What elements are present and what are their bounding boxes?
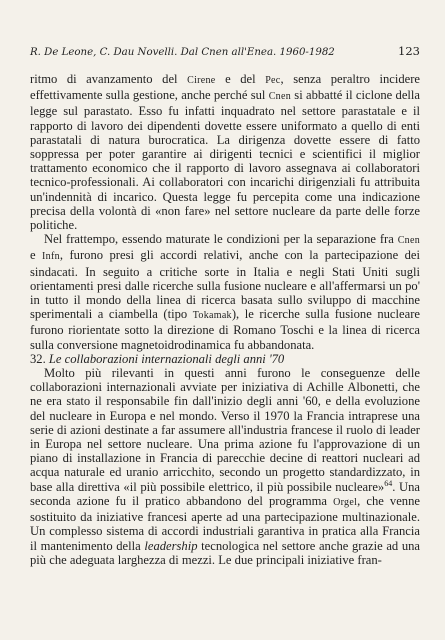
page-number: 123 <box>398 44 420 58</box>
page-header <box>30 44 420 58</box>
body-text <box>30 72 420 567</box>
paragraph: Nel frattempo, essendo maturate le condizioni per la separazione fra Cnen e Infn, furono presi gli accordi relativi, anche con la partecipazione dei sindacati. In seguito a critiche sorte in Italia e negli Stati Uniti sugli orientamenti presi dalle ricerche sulla fusione nucleare e all'affermarsi un po' in tutto il mondo della linea di ricerca basata sullo sviluppo di macchine sperimentali a ciambella (tipo Tokamak), le ricerche sulla fusione nucleare furono riorientate sotto la direzione di Romano Toschi e la linea di ricerca sulla conversione magnetoidrodinamica fu abbandonata. <box>30 232 420 352</box>
small-caps-term: Pec <box>265 75 281 86</box>
emphasized-term: leadership <box>144 538 198 553</box>
running-title: R. De Leone, C. Dau Novelli. Dal Cnen all'Enea. 1960-1982 <box>30 47 335 58</box>
section-number: 32. <box>30 351 46 366</box>
small-caps-term: Orgel <box>333 496 358 508</box>
small-caps-term: Cnen <box>268 91 292 103</box>
small-caps-term: Cirene <box>187 75 216 86</box>
paragraph: ritmo di avanzamento del Cirene e del Pec, senza peraltro incidere effettivamente sulla gestione, anche perché sul Cnen si abbatté il ciclone della legge sul parastato. Esso fu infatti inquadrato nel settore parastatale e il rapporto di lavoro dei dipendenti dovette essere uniformato a quello di enti parastatali di natura burocratica. La dirigenza dovette essere di fatto soppressa per poter garantire ai dirigenti tecnici e scientifici il miglior trattamento economico che il rapporto di lavoro assegnava ai collaboratori tecnico-professionali. Ai collaboratori con incarichi dirigenziali fu attribuita un'indennità di incarico. Questa legge fu percepita come una indicazione precisa della volontà di «non fare» nel settore nucleare da parte delle forze politiche. <box>30 72 421 233</box>
small-caps-term: Cnen <box>397 235 420 247</box>
section-heading <box>30 352 420 366</box>
small-caps-term: Tokamak <box>192 310 232 322</box>
section-title: Le collaborazioni internazionali degli anni '70 <box>48 351 285 366</box>
footnote-reference[interactable]: 64 <box>384 478 393 488</box>
small-caps-term: Infn <box>42 251 60 263</box>
paragraph: Molto più rilevanti in questi anni furono le conseguenze delle collaborazioni internazionali avviate per iniziativa di Achille Albonetti, che ne era stato il responsabile fin dall'inizio degli anni '60, e della evoluzione del nucleare in Europa e nel mondo. Verso il 1970 la Francia intraprese una serie di azioni destinate a far assumere all'industria francese il ruolo di leader in Europa nel settore nucleare. Una prima azione fu l'approvazione di un piano di installazione in Francia di parecchie decine di reattori nucleari ad acqua naturale ed uranio arricchito, secondo un progetto standardizzato, in base alla direttiva «il più possibile elettrico, il più possibile nucleare»$^{64}$. Una seconda azione fu il pratico abbandono del programma Orgel, che venne sostituito da iniziative francesi aperte ad una partecipazione multinazionale. Un complesso sistema di accordi industriali garantiva in pratica alla Francia il mantenimento della leadership tecnologica nel settore anche grazie ad una più che adeguata larghezza di mezzi. Le due principali iniziative fran- <box>30 366 420 567</box>
